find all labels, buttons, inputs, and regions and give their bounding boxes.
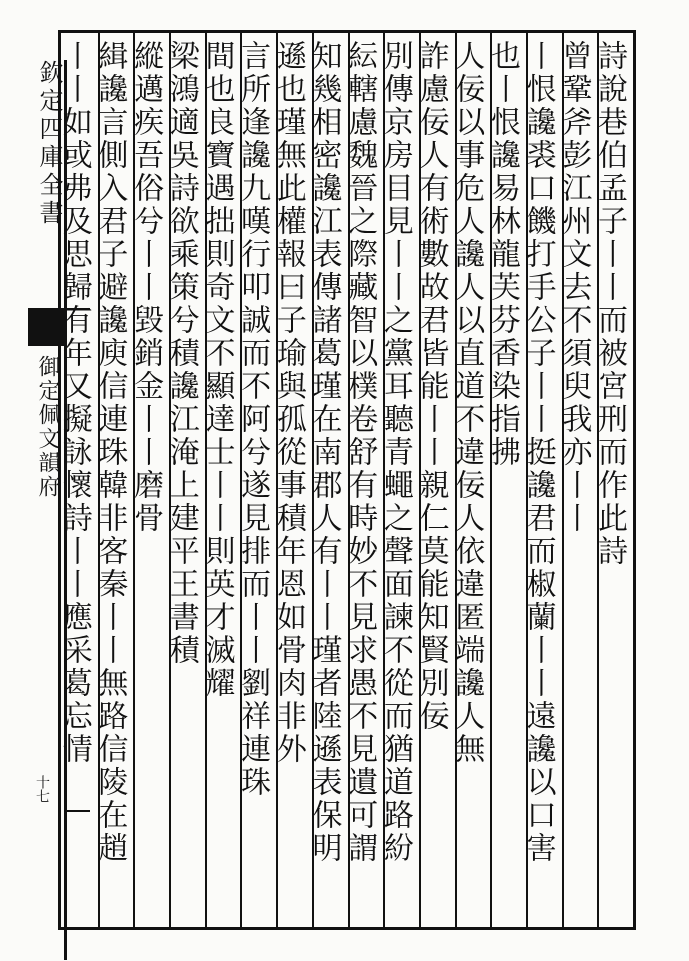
column-divider <box>169 33 171 927</box>
text-column: 言所逢讒九嘆行叩誠而不阿兮遂見排而丨丨劉祥連珠 <box>235 40 271 799</box>
text-column: 緝讒言側入君子避讒庾信連珠韓非客秦丨丨無路信陵在趙 <box>92 40 128 865</box>
column-divider <box>133 33 135 927</box>
text-column: 知幾相密讒江表傳諸葛瑾在南郡人有丨丨瑾者陸遜表保明 <box>306 40 342 865</box>
text-column: 間也良寶遇拙則奇文不顯達士丨丨則英才滅耀 <box>199 40 235 700</box>
column-divider <box>312 33 314 927</box>
column-divider <box>455 33 457 927</box>
text-column: 曾鞏斧彭江州文去不須臾我亦丨丨 <box>556 40 592 535</box>
text-column: 丨恨讒裘口饑打手公子丨丨挺讒君而椒蘭丨丨遠讒以口害 <box>520 40 556 865</box>
text-column: 縱邁疾吾俗兮丨丨毀銷金丨丨磨骨 <box>128 40 164 535</box>
text-column: 梁鴻適吳詩欲乘策兮積讒江淹上建平王書積 <box>163 40 199 667</box>
book-title: 御定佩文韻府 <box>35 355 60 499</box>
text-column: 詩說巷伯孟子丨丨而被宮刑而作此詩 <box>592 40 627 568</box>
column-divider <box>240 33 242 927</box>
column-divider <box>526 33 528 927</box>
column-divider <box>597 33 599 927</box>
text-column: 紜轄慮魏晉之際藏智以樸卷舒有時妙不見求愚不見遺可謂 <box>342 40 378 865</box>
column-divider <box>490 33 492 927</box>
column-divider <box>562 33 564 927</box>
text-column: 詐慮佞人有術數故君皆能丨丨親仁莫能知賢別佞 <box>413 40 449 733</box>
collection-title: 欽定四庫全書 <box>35 60 63 228</box>
page-number: 十七 <box>34 775 50 803</box>
text-column: 人佞以事危人讒人以直道不違佞人依違匿端讒人無 <box>449 40 485 766</box>
column-divider <box>348 33 350 927</box>
column-divider <box>98 33 100 927</box>
column-divider <box>383 33 385 927</box>
text-column: 遜也瑾無此權報曰子瑜與孤從事積年恩如骨肉非外 <box>270 40 306 766</box>
text-column: 也丨恨讒易林龍芙芬香染指拂 <box>484 40 520 469</box>
column-divider <box>419 33 421 927</box>
column-divider <box>276 33 278 927</box>
column-divider <box>205 33 207 927</box>
text-column: 丨丨如或弗及思歸有年又擬詠懷詩丨丨應采葛忘情 <box>56 40 92 766</box>
text-column: 別傳京房目見丨丨之黨耳聽青蠅之聲面諫不從而猶道路紛 <box>377 40 413 865</box>
